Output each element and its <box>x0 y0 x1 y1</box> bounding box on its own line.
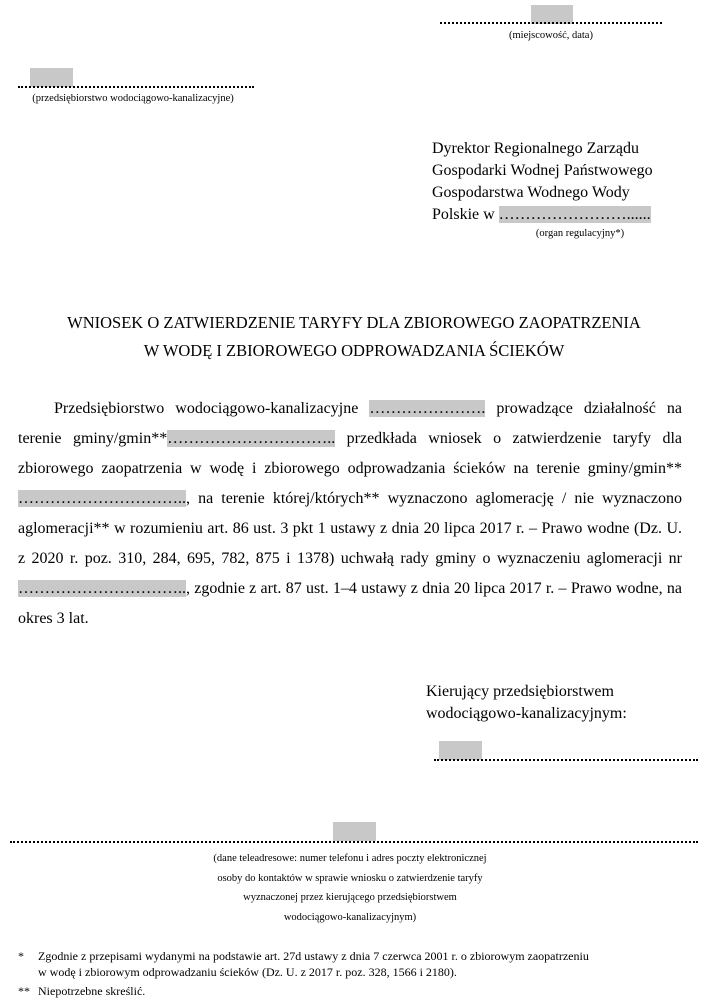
signature-line1: Kierujący przedsiębiorstwem <box>426 683 614 700</box>
footnote-text-cont: w wodę i zbiorowym odprowadzaniu ścieków (Dz. U. z 2017 r. poz. 328, 1566 i 2180). <box>38 965 457 979</box>
contact-field[interactable] <box>333 822 376 841</box>
signature-line <box>434 759 698 761</box>
title-line: WNIOSEK O ZATWIERDZENIE TARYFY DLA ZBIOROWEGO ZAOPATRZENIA <box>67 313 641 332</box>
addressee-prefix: Polskie w <box>432 206 499 223</box>
addressee-line <box>432 204 653 226</box>
body-text: prowadzące działalność na terenie gminy/gmin** <box>18 400 682 447</box>
company-field[interactable] <box>30 68 73 87</box>
signature-label <box>426 681 627 725</box>
place-date-caption: (miejscowość, data) <box>509 30 593 41</box>
addressee-line: Gospodarki Wodnej Państwowego <box>432 162 653 179</box>
company-line <box>18 86 254 88</box>
agglomeration-number-field[interactable]: ………………………….. <box>18 580 186 597</box>
title-line: W WODĘ I ZBIOROWEGO ODPROWADZANIA ŚCIEKÓW <box>143 341 565 360</box>
company-name-field[interactable]: …………………. <box>369 400 486 417</box>
addressee-line: Dyrektor Regionalnego Zarządu <box>432 140 640 157</box>
contact-line <box>10 841 698 843</box>
company-caption: (przedsiębiorstwo wodociągowo-kanalizacyjne) <box>32 93 234 104</box>
footnote-1 <box>18 948 698 980</box>
signature-line2: wodociągowo-kanalizacyjnym: <box>426 705 627 722</box>
regulator-field[interactable]: ……………………...... <box>498 206 651 223</box>
contact-caption-line: wodociągowo-kanalizacyjnym) <box>283 911 417 923</box>
addressee-line: Gospodarstwa Wodnego Wody <box>432 184 630 201</box>
contact-caption-line: osoby do kontaktów w sprawie wniosku o zatwierdzenie taryfy <box>217 872 483 884</box>
document-title <box>0 309 708 365</box>
signature-field[interactable] <box>439 741 482 760</box>
municipality-field-2[interactable]: ………………………….. <box>18 490 186 507</box>
place-date-line <box>440 22 662 24</box>
footnote-mark: ** <box>18 984 30 998</box>
contact-caption-line: wyznaczonej przez kierującego przedsiębiorstwem <box>243 892 457 903</box>
body-text: , zgodnie z art. 87 ust. 1–4 ustawy z dnia 20 lipca 2017 r. – Prawo wodne, na okres 3 lat. <box>18 580 682 627</box>
footnote-text: Zgodnie z przepisami wydanymi na podstawie art. 27d ustawy z dnia 7 czerwca 2001 r. o zbiorowym zaopatrzeniu <box>38 949 589 963</box>
body-paragraph <box>18 394 682 634</box>
footnote-text: Niepotrzebne skreślić. <box>38 984 146 998</box>
regulator-caption: (organ regulacyjny*) <box>535 228 625 239</box>
municipality-field[interactable]: ………………………….. <box>167 430 336 447</box>
footnote-2 <box>18 983 698 999</box>
body-text: przedkłada wniosek o zatwierdzenie taryfy dla zbiorowego zaopatrzenia w wodę i zbiorowego odprowadzania ścieków na terenie gminy/gmin** <box>18 430 682 477</box>
footnote-mark: * <box>18 949 24 963</box>
contact-caption <box>160 849 540 927</box>
body-text: , na terenie której/których** wyznaczono aglomerację / nie wyznaczono aglomeracji** w rozumieniu art. 86 ust. 3 pkt 1 ustawy z dnia 20 lipca 2017 r. – Prawo wodne (Dz. U. z 2020 r. poz. 310, 284, 695, 782, 875 i 1378) uchwałą rady gminy o wyznaczeniu aglomeracji nr <box>18 490 682 567</box>
body-text: Przedsiębiorstwo wodociągowo-kanalizacyjne <box>54 400 370 417</box>
contact-caption-line: (dane teleadresowe: numer telefonu i adres poczty elektronicznej <box>213 853 487 864</box>
addressee-block <box>432 138 653 226</box>
